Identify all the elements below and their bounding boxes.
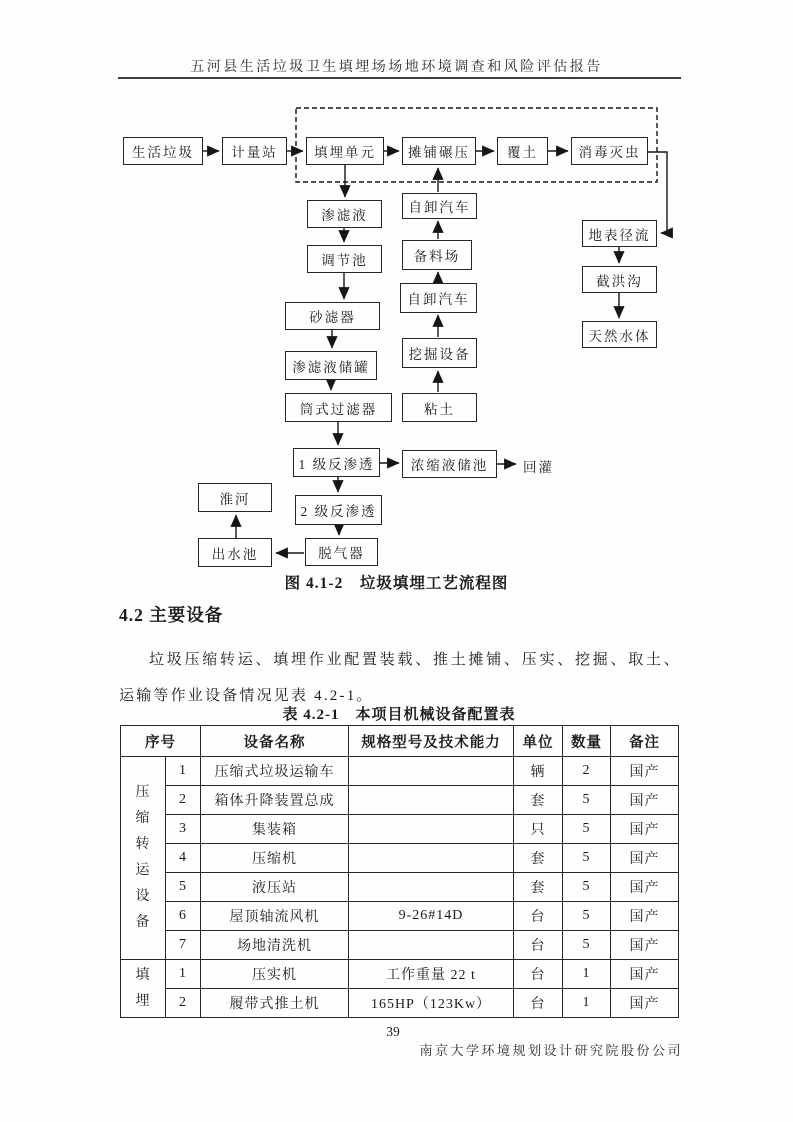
cell-unit: 台 — [514, 960, 563, 989]
table-caption: 表 4.2-1 本项目机械设备配置表 — [282, 707, 516, 723]
cell-no: 6 — [166, 902, 201, 931]
cell-note: 国产 — [611, 815, 679, 844]
cell-note: 国产 — [611, 931, 679, 960]
cell-note: 国产 — [611, 786, 679, 815]
cell-note: 国产 — [611, 757, 679, 786]
col-header-note: 备注 — [611, 726, 679, 757]
col-header-name: 设备名称 — [201, 726, 349, 757]
cell-note: 国产 — [611, 873, 679, 902]
cell-no: 1 — [166, 960, 201, 989]
cell-spec — [349, 786, 514, 815]
cell-name: 屋顶轴流风机 — [201, 902, 349, 931]
cell-no: 1 — [166, 757, 201, 786]
node-ro-stage2: 2 级反渗透 — [295, 495, 382, 525]
node-waste: 生活垃圾 — [123, 137, 203, 165]
node-flood-ditch: 截洪沟 — [582, 266, 657, 293]
col-header-spec: 规格型号及技术能力 — [349, 726, 514, 757]
node-cover-soil: 覆土 — [497, 137, 548, 165]
cell-qty: 5 — [563, 902, 611, 931]
table-row — [121, 931, 679, 960]
flow-connectors — [0, 100, 793, 605]
node-weigh-station: 计量站 — [222, 137, 287, 165]
node-concentrate-pool: 浓缩液储池 — [402, 450, 497, 478]
node-outlet-pool: 出水池 — [198, 538, 272, 567]
cell-name: 压实机 — [201, 960, 349, 989]
group-label-landfill: 填埋 — [121, 960, 166, 1018]
cell-name: 箱体升降装置总成 — [201, 786, 349, 815]
cell-qty: 5 — [563, 844, 611, 873]
table-row — [121, 902, 679, 931]
cell-qty: 5 — [563, 815, 611, 844]
header-divider — [118, 77, 681, 79]
cell-unit: 台 — [514, 931, 563, 960]
cell-spec — [349, 931, 514, 960]
cell-spec: 9-26#14D — [349, 902, 514, 931]
node-dump-truck-2: 自卸汽车 — [400, 283, 477, 313]
table-row — [121, 844, 679, 873]
col-header-index: 序号 — [121, 726, 201, 757]
cell-unit: 台 — [514, 902, 563, 931]
node-degasser: 脱气器 — [305, 538, 378, 566]
cell-no: 7 — [166, 931, 201, 960]
document-header-title: 五河县生活垃圾卫生填埋场场地环境调查和风险评估报告 — [190, 60, 603, 75]
col-header-unit: 单位 — [514, 726, 563, 757]
node-tube-filter: 筒式过滤器 — [285, 393, 392, 422]
node-excavator: 挖掘设备 — [402, 338, 477, 368]
cell-no: 2 — [166, 989, 201, 1018]
cell-no: 2 — [166, 786, 201, 815]
node-huai-river: 淮河 — [198, 483, 272, 512]
table-header-row — [121, 726, 679, 757]
cell-spec — [349, 757, 514, 786]
cell-spec — [349, 844, 514, 873]
table-row — [121, 786, 679, 815]
node-stockyard: 备料场 — [402, 240, 472, 270]
cell-name: 压缩机 — [201, 844, 349, 873]
landfill-process-flowchart — [0, 100, 793, 605]
group-label-compress-transfer: 压缩转运设备 — [121, 757, 166, 960]
cell-no: 5 — [166, 873, 201, 902]
cell-name: 集装箱 — [201, 815, 349, 844]
node-clay: 粘土 — [402, 393, 477, 422]
organization-name: 南京大学环境规划设计研究院股份公司 — [419, 1043, 683, 1058]
cell-qty: 2 — [563, 757, 611, 786]
cell-no: 3 — [166, 815, 201, 844]
cell-qty: 5 — [563, 931, 611, 960]
table-row — [121, 873, 679, 902]
cell-unit: 套 — [514, 873, 563, 902]
body-paragraph: 垃圾压缩转运、填埋作业配置装载、推土摊铺、压实、挖掘、取土、运输等作业设备情况见表 4.2-1。 — [119, 652, 681, 704]
cell-note: 国产 — [611, 989, 679, 1018]
node-regulating-pool: 调节池 — [307, 245, 382, 273]
node-ro-stage1: 1 级反渗透 — [293, 448, 380, 477]
node-leachate: 渗滤液 — [307, 200, 382, 228]
cell-qty: 5 — [563, 873, 611, 902]
cell-name: 履带式推土机 — [201, 989, 349, 1018]
cell-no: 4 — [166, 844, 201, 873]
cell-qty: 1 — [563, 989, 611, 1018]
cell-spec — [349, 815, 514, 844]
page-number: 39 — [386, 1024, 400, 1039]
node-spread-compact: 摊铺碾压 — [402, 137, 476, 165]
cell-name: 场地清洗机 — [201, 931, 349, 960]
figure-caption: 图 4.1-2 垃圾填埋工艺流程图 — [284, 575, 509, 592]
node-fill-unit: 填埋单元 — [306, 137, 384, 165]
node-dump-truck-1: 自卸汽车 — [402, 193, 477, 219]
table-row — [121, 989, 679, 1018]
cell-name: 压缩式垃圾运输车 — [201, 757, 349, 786]
cell-qty: 1 — [563, 960, 611, 989]
cell-spec — [349, 873, 514, 902]
node-leachate-tank: 渗滤液储罐 — [285, 351, 377, 380]
node-surface-runoff: 地表径流 — [582, 220, 657, 247]
table-row — [121, 960, 679, 989]
node-disinfect: 消毒灭虫 — [571, 137, 648, 165]
cell-qty: 5 — [563, 786, 611, 815]
label-reinject: 回灌 — [523, 460, 554, 475]
table-row — [121, 815, 679, 844]
cell-unit: 套 — [514, 844, 563, 873]
cell-note: 国产 — [611, 844, 679, 873]
cell-spec: 工作重量 22 t — [349, 960, 514, 989]
cell-note: 国产 — [611, 902, 679, 931]
cell-unit: 只 — [514, 815, 563, 844]
equipment-table — [120, 725, 679, 1018]
cell-name: 液压站 — [201, 873, 349, 902]
section-heading: 4.2 主要设备 — [119, 605, 224, 625]
table-row — [121, 757, 679, 786]
col-header-qty: 数量 — [563, 726, 611, 757]
node-sand-filter: 砂滤器 — [285, 302, 380, 330]
cell-note: 国产 — [611, 960, 679, 989]
cell-unit: 台 — [514, 989, 563, 1018]
cell-unit: 套 — [514, 786, 563, 815]
cell-spec: 165HP（123Kw） — [349, 989, 514, 1018]
node-natural-water: 天然水体 — [582, 321, 657, 348]
cell-unit: 辆 — [514, 757, 563, 786]
